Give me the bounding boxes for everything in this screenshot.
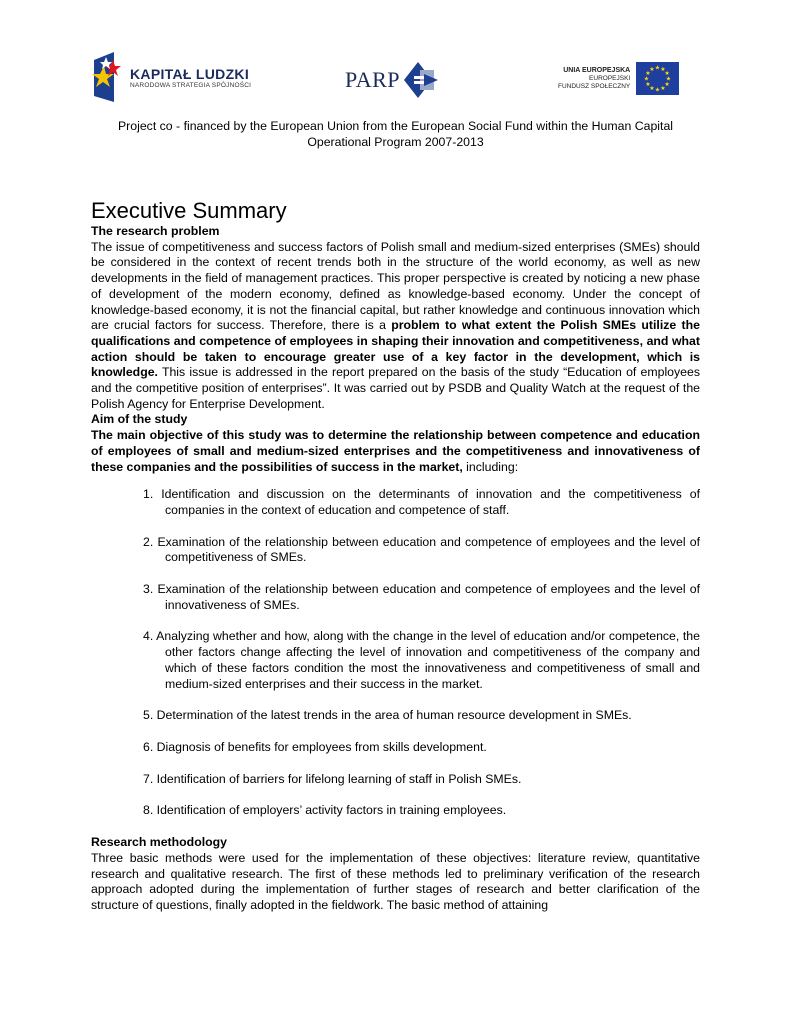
header-logos bbox=[0, 50, 791, 110]
eu-star-icon: ★ bbox=[645, 82, 651, 88]
eu-line2: EUROPEJSKI bbox=[589, 74, 631, 82]
bold-text: The main objective of this study was to determine the relationship between competence and education of employees of small and medium-sized enterprises and the competitiveness and innovativeness of these companies and the possibilities of success in the market, bbox=[91, 428, 700, 474]
eu-star-icon: ★ bbox=[666, 76, 672, 83]
research-problem-heading: The research problem bbox=[91, 224, 220, 238]
parp-arrow-icon bbox=[404, 62, 440, 98]
parp-logo bbox=[345, 62, 440, 98]
eu-line1: UNIA EUROPEJSKA bbox=[563, 66, 631, 74]
text: including: bbox=[462, 459, 519, 474]
aim-paragraph bbox=[91, 428, 700, 475]
aim-heading: Aim of the study bbox=[91, 412, 188, 427]
eu-star-icon: ★ bbox=[655, 87, 661, 94]
eu-star-icon: ★ bbox=[660, 66, 666, 73]
eu-star-icon: ★ bbox=[664, 82, 670, 88]
eu-logo bbox=[558, 62, 679, 95]
page-title: Executive Summary bbox=[91, 198, 287, 223]
methodology-paragraph: Three basic methods were used for the implementation of these objectives: literature review, quantitative research and qualitative research. The first of these methods led to preliminary verification of the research approach adopted during the implementation of further stages of research and better clarification of the structure of questions, finally adopted in the fieldwork. The basic method of attaining bbox=[91, 850, 700, 912]
eu-flag-icon bbox=[636, 62, 679, 95]
eu-star-icon: ★ bbox=[644, 76, 650, 83]
research-problem-paragraph bbox=[91, 240, 700, 413]
methodology-heading: Research methodology bbox=[91, 835, 227, 850]
eu-star-icon: ★ bbox=[660, 86, 666, 93]
eu-star-icon: ★ bbox=[664, 71, 670, 77]
bold-text: problem to what extent the Polish SMEs utilize the qualifications and competence of employees in shaping their innovation and competitiveness, and what action should be taken to encourage greater use of a key factor in the development, which is knowledge. bbox=[91, 318, 700, 380]
eu-line3: FUNDUSZ SPOŁECZNY bbox=[558, 82, 631, 90]
list-item: 5. Determination of the latest trends in the area of human resource development in SMEs. bbox=[143, 708, 632, 723]
list-item: 1. Identification and discussion on the determinants of innovation and the competitiveness of companies in the context of education and competence of staff. bbox=[143, 487, 700, 517]
document-body bbox=[91, 198, 700, 914]
list-item: 6. Diagnosis of benefits for employees from skills development. bbox=[143, 739, 487, 754]
eu-star-icon: ★ bbox=[655, 65, 661, 72]
list-item: 8. Identification of employers’ activity factors in training employees. bbox=[143, 803, 507, 818]
list-item: 2. Examination of the relationship between education and competence of employees and the level of competitiveness of SMEs. bbox=[143, 534, 700, 565]
text: This issue is addressed in the report prepared on the basis of the study “Education of employees and the competitive position of enterprises”. It was carried out by PSDB and Quality Watch at the request of the Polish Agency for Enterprise Development. bbox=[91, 365, 700, 411]
funding-note: Project co - financed by the European Union from the European Social Fund within the Human Capital Operational Program 2007-2013 bbox=[117, 119, 674, 149]
objectives-list bbox=[91, 487, 700, 819]
kapital-ludzki-title: KAPITAŁ LUDZKI bbox=[130, 65, 250, 82]
text: The issue of competitiveness and success factors of Polish small and medium-sized enterprises (SMEs) should be considered in the context of recent trends both in the structure of the world economy, as well as new developments in the field of management practices. This proper perspective is created by noticing a new phase of development of the modern economy, defined as knowledge-based economy. Under the concept of knowledge-based economy, it is not the financial capital, but rather knowledge and continuous innovation which are crucial factors for success. Therefore, there is a bbox=[91, 239, 700, 333]
kapital-ludzki-subtitle: NARODOWA STRATEGIA SPÓJNOŚCI bbox=[130, 81, 252, 89]
kapital-ludzki-emblem-icon bbox=[92, 52, 122, 102]
kapital-ludzki-logo bbox=[92, 52, 251, 102]
list-item: 3. Examination of the relationship between education and competence of employees and the level of innovativeness of SMEs. bbox=[143, 582, 700, 612]
eu-star-icon: ★ bbox=[649, 86, 655, 93]
parp-title: PARP bbox=[345, 67, 401, 92]
list-item: 7. Identification of barriers for lifelong learning of staff in Polish SMEs. bbox=[143, 771, 522, 786]
eu-star-icon: ★ bbox=[645, 71, 651, 77]
eu-star-icon: ★ bbox=[649, 66, 655, 73]
list-item: 4. Analyzing whether and how, along with the change in the level of education and/or competence, the other factors change affecting the level of innovation and competitiveness of the company and which of these factors condition the most the innovativeness and competitiveness of small and medium-sized enterprises and their success in the market. bbox=[143, 629, 700, 691]
